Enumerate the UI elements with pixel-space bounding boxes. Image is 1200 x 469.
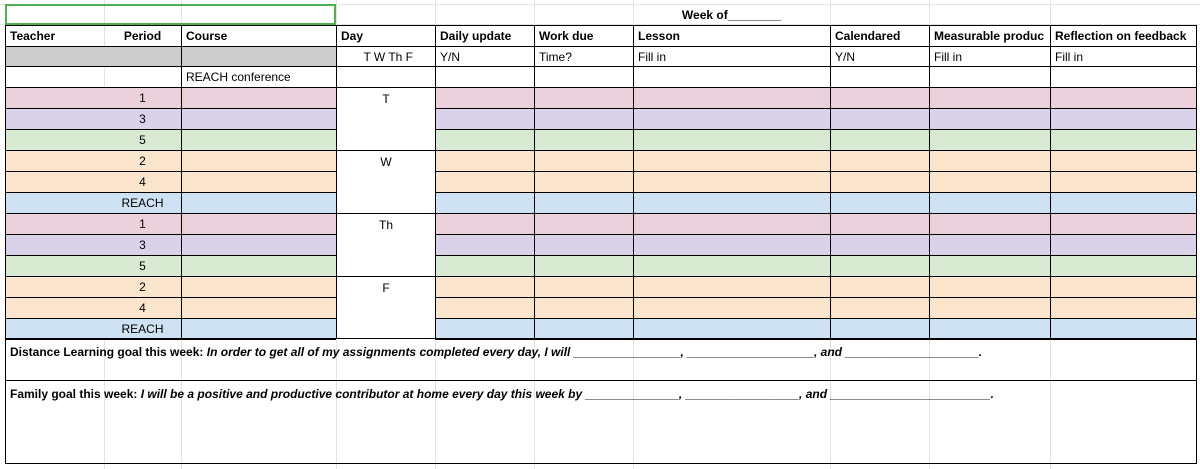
teacher-cell[interactable] xyxy=(5,108,104,129)
teacher-cell[interactable] xyxy=(5,234,104,255)
work-due-cell[interactable] xyxy=(534,150,633,171)
header-course[interactable]: Course xyxy=(181,25,336,46)
daily-update-cell[interactable] xyxy=(435,171,534,192)
teacher-cell[interactable] xyxy=(5,129,104,150)
course-cell[interactable] xyxy=(181,297,336,318)
hint-measurable-product-cell[interactable]: Fill in xyxy=(929,46,1050,66)
daily-update-cell[interactable] xyxy=(435,129,534,150)
course-cell[interactable] xyxy=(181,276,336,297)
distance-goal-text: In order to get all of my assignments completed every day, I will ________________, ___________________, and ____________________. xyxy=(206,345,983,359)
daily-update-cell[interactable] xyxy=(435,150,534,171)
course-cell[interactable] xyxy=(181,129,336,150)
work-due-cell[interactable] xyxy=(534,87,633,108)
reflection-cell[interactable] xyxy=(1050,87,1197,108)
measurable-product-cell[interactable] xyxy=(929,108,1050,129)
daily-update-cell[interactable] xyxy=(435,234,534,255)
calendared-cell[interactable] xyxy=(830,129,929,150)
lesson-cell[interactable] xyxy=(633,318,830,340)
hint-day-cell[interactable]: T W Th F xyxy=(336,46,435,66)
day-cell-wednesday[interactable]: W xyxy=(336,150,435,213)
hint-teacher-cell[interactable] xyxy=(5,46,104,66)
course-cell[interactable] xyxy=(181,192,336,213)
calendared-cell[interactable] xyxy=(830,234,929,255)
header-lesson[interactable]: Lesson xyxy=(633,25,830,46)
period-cell[interactable]: 4 xyxy=(104,171,181,192)
reflection-cell[interactable] xyxy=(1050,108,1197,129)
lesson-cell[interactable] xyxy=(633,255,830,276)
measurable-product-cell[interactable] xyxy=(929,276,1050,297)
lesson-cell[interactable] xyxy=(633,276,830,297)
period-cell[interactable]: 5 xyxy=(104,129,181,150)
conference-cell[interactable] xyxy=(633,66,830,87)
header-day[interactable]: Day xyxy=(336,25,435,46)
hint-work-due-cell[interactable]: Time? xyxy=(534,46,633,66)
reflection-cell[interactable] xyxy=(1050,213,1197,234)
week-of-label[interactable]: Week of________ xyxy=(681,7,782,22)
work-due-cell[interactable] xyxy=(534,192,633,213)
period-cell[interactable]: REACH xyxy=(104,192,181,213)
selected-cell[interactable] xyxy=(5,4,336,25)
header-daily-update[interactable]: Daily update xyxy=(435,25,534,46)
daily-update-cell[interactable] xyxy=(435,108,534,129)
lesson-cell[interactable] xyxy=(633,87,830,108)
hint-course-cell[interactable] xyxy=(181,46,336,66)
course-cell[interactable] xyxy=(181,108,336,129)
calendared-cell[interactable] xyxy=(830,108,929,129)
period-cell[interactable]: 1 xyxy=(104,87,181,108)
work-due-cell[interactable] xyxy=(534,297,633,318)
period-cell[interactable]: 3 xyxy=(104,108,181,129)
distance-learning-goal[interactable] xyxy=(5,338,1197,380)
reflection-cell[interactable] xyxy=(1050,171,1197,192)
teacher-cell[interactable] xyxy=(5,255,104,276)
day-cell-friday[interactable]: F xyxy=(336,276,435,339)
calendared-cell[interactable] xyxy=(830,255,929,276)
hint-lesson-cell[interactable]: Fill in xyxy=(633,46,830,66)
conference-period-cell[interactable] xyxy=(104,66,181,87)
work-due-cell[interactable] xyxy=(534,171,633,192)
period-cell[interactable]: 3 xyxy=(104,234,181,255)
teacher-cell[interactable] xyxy=(5,297,104,318)
conference-cell[interactable] xyxy=(929,66,1050,87)
measurable-product-cell[interactable] xyxy=(929,171,1050,192)
reflection-cell[interactable] xyxy=(1050,297,1197,318)
teacher-cell[interactable] xyxy=(5,87,104,108)
reflection-cell[interactable] xyxy=(1050,255,1197,276)
daily-update-cell[interactable] xyxy=(435,276,534,297)
course-cell[interactable] xyxy=(181,150,336,171)
hint-daily-update-cell[interactable]: Y/N xyxy=(435,46,534,66)
daily-update-cell[interactable] xyxy=(435,87,534,108)
calendared-cell[interactable] xyxy=(830,171,929,192)
course-cell[interactable] xyxy=(181,255,336,276)
conference-cell[interactable] xyxy=(435,66,534,87)
measurable-product-cell[interactable] xyxy=(929,318,1050,340)
calendared-cell[interactable] xyxy=(830,276,929,297)
header-period[interactable]: Period xyxy=(104,25,181,46)
teacher-cell[interactable] xyxy=(5,276,104,297)
header-reflection[interactable]: Reflection on feedback xyxy=(1050,25,1197,46)
course-cell[interactable] xyxy=(181,318,336,340)
teacher-cell[interactable] xyxy=(5,150,104,171)
lesson-cell[interactable] xyxy=(633,150,830,171)
reflection-cell[interactable] xyxy=(1050,276,1197,297)
lesson-cell[interactable] xyxy=(633,297,830,318)
daily-update-cell[interactable] xyxy=(435,213,534,234)
hint-period-cell[interactable] xyxy=(104,46,181,66)
calendared-cell[interactable] xyxy=(830,150,929,171)
course-cell[interactable] xyxy=(181,213,336,234)
day-cell-tuesday[interactable]: T xyxy=(336,87,435,150)
measurable-product-cell[interactable] xyxy=(929,213,1050,234)
teacher-cell[interactable] xyxy=(5,192,104,213)
conference-cell[interactable] xyxy=(1050,66,1197,87)
hint-calendared-cell[interactable]: Y/N xyxy=(830,46,929,66)
course-cell[interactable] xyxy=(181,234,336,255)
conference-day-cell[interactable] xyxy=(336,66,435,87)
conference-teacher-cell[interactable] xyxy=(5,66,104,87)
work-due-cell[interactable] xyxy=(534,108,633,129)
teacher-cell[interactable] xyxy=(5,213,104,234)
work-due-cell[interactable] xyxy=(534,255,633,276)
header-calendared[interactable]: Calendared xyxy=(830,25,929,46)
lesson-cell[interactable] xyxy=(633,108,830,129)
reflection-cell[interactable] xyxy=(1050,318,1197,340)
measurable-product-cell[interactable] xyxy=(929,129,1050,150)
teacher-cell[interactable] xyxy=(5,318,104,340)
measurable-product-cell[interactable] xyxy=(929,255,1050,276)
day-cell-thursday[interactable]: Th xyxy=(336,213,435,276)
distance-goal-label: Distance Learning goal this week: xyxy=(10,345,204,359)
daily-update-cell[interactable] xyxy=(435,192,534,213)
family-goal-label: Family goal this week: xyxy=(10,387,138,401)
teacher-cell[interactable] xyxy=(5,171,104,192)
reflection-cell[interactable] xyxy=(1050,192,1197,213)
course-cell[interactable] xyxy=(181,87,336,108)
period-cell[interactable]: 4 xyxy=(104,297,181,318)
period-cell[interactable]: 2 xyxy=(104,150,181,171)
lesson-cell[interactable] xyxy=(633,192,830,213)
reflection-cell[interactable] xyxy=(1050,234,1197,255)
work-due-cell[interactable] xyxy=(534,234,633,255)
work-due-cell[interactable] xyxy=(534,276,633,297)
work-due-cell[interactable] xyxy=(534,318,633,340)
calendared-cell[interactable] xyxy=(830,297,929,318)
calendared-cell[interactable] xyxy=(830,192,929,213)
work-due-cell[interactable] xyxy=(534,129,633,150)
period-cell[interactable]: 1 xyxy=(104,213,181,234)
measurable-product-cell[interactable] xyxy=(929,87,1050,108)
family-goal[interactable] xyxy=(5,380,1197,464)
lesson-cell[interactable] xyxy=(633,129,830,150)
conference-cell[interactable] xyxy=(534,66,633,87)
measurable-product-cell[interactable] xyxy=(929,234,1050,255)
header-measurable-product[interactable]: Measurable produc xyxy=(929,25,1050,46)
daily-update-cell[interactable] xyxy=(435,297,534,318)
measurable-product-cell[interactable] xyxy=(929,297,1050,318)
course-cell[interactable] xyxy=(181,171,336,192)
conference-cell[interactable] xyxy=(830,66,929,87)
header-teacher[interactable]: Teacher xyxy=(5,25,104,46)
calendared-cell[interactable] xyxy=(830,318,929,340)
measurable-product-cell[interactable] xyxy=(929,150,1050,171)
daily-update-cell[interactable] xyxy=(435,318,534,340)
period-cell[interactable]: 5 xyxy=(104,255,181,276)
reflection-cell[interactable] xyxy=(1050,150,1197,171)
family-goal-text: I will be a positive and productive contributor at home every day this week by ______________, _________________, and ________________________. xyxy=(140,387,994,401)
reflection-cell[interactable] xyxy=(1050,129,1197,150)
header-work-due[interactable]: Work due xyxy=(534,25,633,46)
lesson-cell[interactable] xyxy=(633,234,830,255)
lesson-cell[interactable] xyxy=(633,213,830,234)
period-cell[interactable]: REACH xyxy=(104,318,181,340)
hint-reflection-cell[interactable]: Fill in xyxy=(1050,46,1197,66)
calendared-cell[interactable] xyxy=(830,87,929,108)
calendared-cell[interactable] xyxy=(830,213,929,234)
daily-update-cell[interactable] xyxy=(435,255,534,276)
measurable-product-cell[interactable] xyxy=(929,192,1050,213)
work-due-cell[interactable] xyxy=(534,213,633,234)
conference-course-cell[interactable]: REACH conference xyxy=(181,66,336,87)
lesson-cell[interactable] xyxy=(633,171,830,192)
period-cell[interactable]: 2 xyxy=(104,276,181,297)
